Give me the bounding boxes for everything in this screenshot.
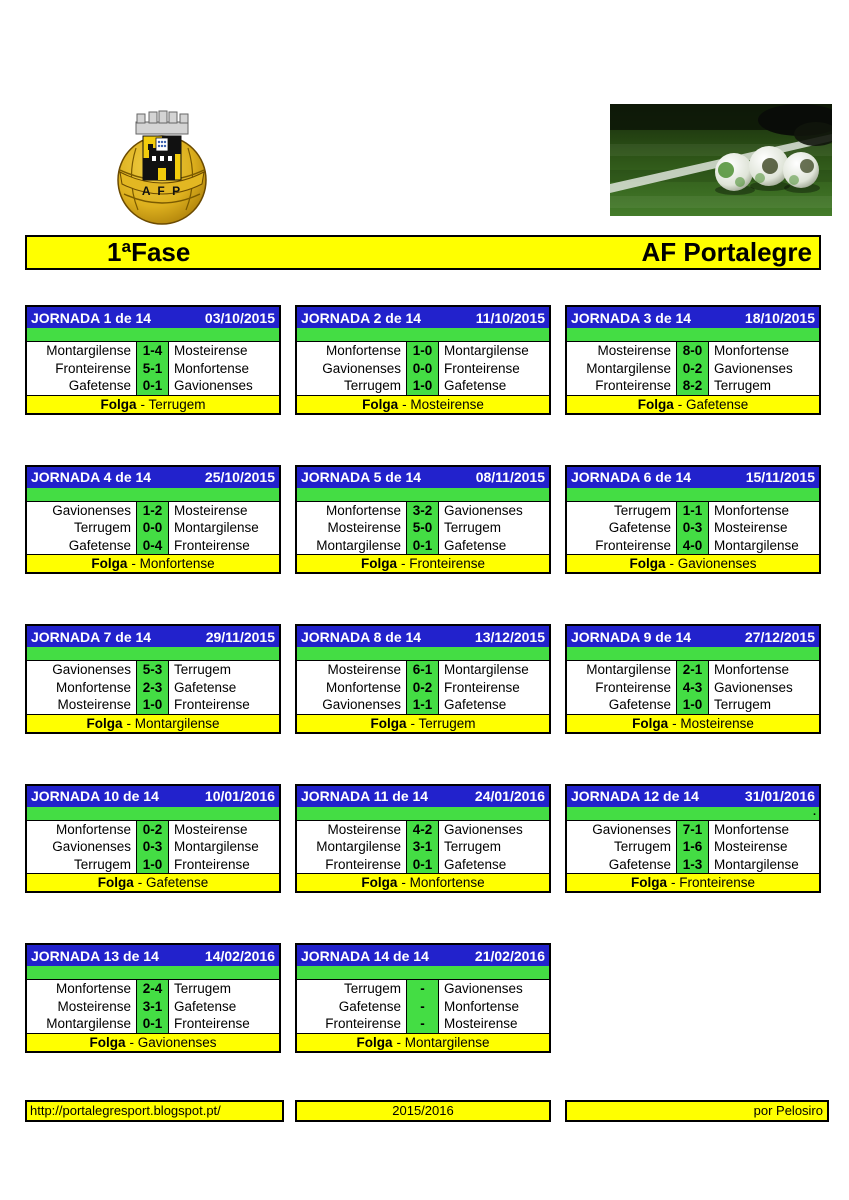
jornada-header <box>27 626 279 647</box>
footballs-shape <box>715 146 820 195</box>
home-team: Montargilense <box>27 342 137 360</box>
away-team: Gavionenses <box>439 980 549 998</box>
home-team: Gafetense <box>27 377 137 395</box>
away-team: Mosteirense <box>709 519 819 537</box>
away-team: Montargilense <box>169 838 279 856</box>
jornada-spacer <box>27 328 279 341</box>
match-score: 0-1 <box>407 537 439 555</box>
folga-team: - Terrugem <box>140 396 206 412</box>
match-score: 0-1 <box>137 377 169 395</box>
jornada-card <box>25 624 281 734</box>
jornada-header <box>297 467 549 488</box>
away-team: Monfortense <box>709 342 819 360</box>
jornada-spacer <box>27 966 279 979</box>
jornada-header <box>27 786 279 807</box>
home-team: Monfortense <box>27 679 137 697</box>
match-score: 4-0 <box>677 537 709 555</box>
castle-crest-shape <box>143 136 181 180</box>
folga-label: Folga <box>632 715 669 731</box>
matches-table <box>27 501 279 556</box>
home-team: Monfortense <box>297 502 407 520</box>
jornada-title: JORNADA 10 de 14 <box>31 788 159 804</box>
folga-team: - Fronteirense <box>400 556 486 571</box>
home-team: Gavionenses <box>27 838 137 856</box>
matches-table <box>27 341 279 396</box>
association-title: AF Portalegre <box>641 237 812 267</box>
matches-table <box>297 979 549 1034</box>
folga-row <box>27 1034 279 1051</box>
home-team: Terrugem <box>27 519 137 537</box>
home-team: Mosteirense <box>567 342 677 360</box>
folga-team: - Montargilense <box>126 715 220 731</box>
folga-team: - Montargilense <box>396 1034 490 1050</box>
jornada-title: JORNADA 13 de 14 <box>31 947 159 964</box>
jornada-spacer <box>567 647 819 660</box>
match-score: 6-1 <box>407 661 439 679</box>
match-score: 1-4 <box>137 342 169 360</box>
home-team: Monfortense <box>297 679 407 697</box>
folga-label: Folga <box>91 556 128 571</box>
away-team: Monfortense <box>709 821 819 839</box>
home-team: Gafetense <box>27 537 137 555</box>
jornada-header <box>297 945 549 966</box>
jornada-title: JORNADA 4 de 14 <box>31 469 152 485</box>
jornada-card <box>25 465 281 575</box>
match-score: 2-1 <box>677 661 709 679</box>
away-team: Terrugem <box>709 696 819 714</box>
away-team: Terrugem <box>439 838 549 856</box>
jornada-title: JORNADA 6 de 14 <box>571 469 692 485</box>
matches-table <box>567 341 819 396</box>
folga-row <box>27 555 279 572</box>
away-team: Fronteirense <box>439 679 549 697</box>
away-team: Gafetense <box>169 679 279 697</box>
home-team: Gavionenses <box>567 821 677 839</box>
folga-team: - Monfortense <box>401 875 485 890</box>
home-team: Fronteirense <box>297 1015 407 1033</box>
afp-logo-icon <box>116 110 208 230</box>
folga-label: Folga <box>100 396 137 412</box>
match-score: 5-0 <box>407 519 439 537</box>
jornada-card <box>295 305 551 415</box>
home-team: Montargilense <box>567 661 677 679</box>
match-score: 3-1 <box>137 998 169 1016</box>
footer-credit: por Pelosiro <box>565 1100 829 1122</box>
jornada-date: 03/10/2015 <box>204 309 275 326</box>
match-score: 1-2 <box>137 502 169 520</box>
jornada-card <box>565 784 821 894</box>
folga-row <box>27 396 279 413</box>
jornada-spacer <box>567 328 819 341</box>
folga-team: - Mosteirense <box>672 715 754 731</box>
home-team: Gafetense <box>567 856 677 874</box>
away-team: Mosteirense <box>709 838 819 856</box>
jornada-date: 25/10/2015 <box>204 469 275 485</box>
jornada-header <box>567 786 819 807</box>
home-team: Mosteirense <box>297 519 407 537</box>
jornada-spacer <box>297 328 549 341</box>
match-score: 3-1 <box>407 838 439 856</box>
home-team: Mosteirense <box>297 661 407 679</box>
jornada-spacer <box>297 966 549 979</box>
matches-table <box>27 979 279 1034</box>
jornada-spacer <box>27 488 279 501</box>
jornada-header <box>27 307 279 328</box>
footer-url[interactable]: http://portalegresport.blogspot.pt/ <box>25 1100 284 1122</box>
matches-table <box>27 660 279 715</box>
home-team: Fronteirense <box>27 360 137 378</box>
matches-table <box>297 820 549 875</box>
match-score: 2-4 <box>137 980 169 998</box>
match-score: 1-0 <box>407 342 439 360</box>
jornada-title: JORNADA 11 de 14 <box>301 788 429 804</box>
away-team: Gavionenses <box>709 360 819 378</box>
match-score: - <box>407 980 439 998</box>
match-score: 0-2 <box>137 821 169 839</box>
away-team: Terrugem <box>709 377 819 395</box>
match-score: 4-2 <box>407 821 439 839</box>
match-score: 0-4 <box>137 537 169 555</box>
away-team: Montargilense <box>439 342 549 360</box>
spacer-note: . <box>812 805 816 818</box>
away-team: Fronteirense <box>169 696 279 714</box>
match-score: 1-1 <box>677 502 709 520</box>
away-team: Mosteirense <box>169 821 279 839</box>
matches-table <box>297 501 549 556</box>
home-team: Mosteirense <box>297 821 407 839</box>
jornada-date: 24/01/2016 <box>474 788 545 804</box>
match-score: 1-0 <box>137 696 169 714</box>
away-team: Monfortense <box>709 661 819 679</box>
matches-table <box>27 820 279 875</box>
home-team: Fronteirense <box>297 856 407 874</box>
phase-title: 1ªFase <box>107 237 191 267</box>
home-team: Gafetense <box>567 519 677 537</box>
jornada-spacer <box>27 647 279 660</box>
home-team: Terrugem <box>27 856 137 874</box>
jornada-header <box>27 945 279 966</box>
folga-label: Folga <box>97 875 134 890</box>
folga-row <box>567 555 819 572</box>
jornada-date: 27/12/2015 <box>744 628 815 645</box>
match-score: 0-1 <box>407 856 439 874</box>
jornada-card <box>565 465 821 575</box>
home-team: Terrugem <box>297 980 407 998</box>
home-team: Gavionenses <box>297 696 407 714</box>
folga-row <box>567 396 819 413</box>
match-score: 8-2 <box>677 377 709 395</box>
jornada-title: JORNADA 9 de 14 <box>571 628 692 645</box>
home-team: Montargilense <box>297 537 407 555</box>
home-team: Gafetense <box>567 696 677 714</box>
jornada-spacer <box>567 488 819 501</box>
home-team: Montargilense <box>567 360 677 378</box>
jornada-title: JORNADA 5 de 14 <box>301 469 422 485</box>
match-score: 0-3 <box>137 838 169 856</box>
home-team: Gavionenses <box>27 502 137 520</box>
folga-label: Folga <box>629 556 666 571</box>
away-team: Montargilense <box>169 519 279 537</box>
away-team: Monfortense <box>709 502 819 520</box>
home-team: Montargilense <box>27 1015 137 1033</box>
folga-team: - Gafetense <box>677 396 749 412</box>
jornada-header <box>297 307 549 328</box>
home-team: Gafetense <box>297 998 407 1016</box>
folga-label: Folga <box>630 875 667 890</box>
jornada-title: JORNADA 2 de 14 <box>301 309 422 326</box>
away-team: Terrugem <box>169 980 279 998</box>
away-team: Mosteirense <box>169 502 279 520</box>
away-team: Fronteirense <box>169 1015 279 1033</box>
away-team: Mosteirense <box>169 342 279 360</box>
match-score: 5-3 <box>137 661 169 679</box>
folga-row <box>27 874 279 891</box>
jornada-date: 13/12/2015 <box>474 628 545 645</box>
match-score: - <box>407 1015 439 1033</box>
match-score: 0-3 <box>677 519 709 537</box>
folga-row <box>27 715 279 732</box>
jornada-date: 15/11/2015 <box>745 469 815 485</box>
jornada-spacer <box>297 647 549 660</box>
logo-letters: A F P <box>141 184 183 198</box>
away-team: Terrugem <box>169 661 279 679</box>
jornada-spacer <box>27 807 279 820</box>
jornada-card <box>565 624 821 734</box>
folga-team: - Gafetense <box>137 875 209 890</box>
folga-row <box>297 555 549 572</box>
jornada-spacer <box>297 807 549 820</box>
jornada-title: JORNADA 8 de 14 <box>301 628 422 645</box>
footballs-photo <box>610 104 832 216</box>
jornada-title: JORNADA 14 de 14 <box>301 947 429 964</box>
jornada-date: 11/10/2015 <box>475 309 545 326</box>
matches-table <box>567 501 819 556</box>
jornada-spacer <box>567 807 819 820</box>
jornada-card <box>565 305 821 415</box>
match-score: 0-2 <box>677 360 709 378</box>
home-team: Fronteirense <box>567 679 677 697</box>
jornada-date: 18/10/2015 <box>744 309 815 326</box>
jornada-card <box>295 943 551 1053</box>
home-team: Montargilense <box>297 838 407 856</box>
home-team: Monfortense <box>27 821 137 839</box>
jornada-date: 14/02/2016 <box>204 947 275 964</box>
away-team: Mosteirense <box>439 1015 549 1033</box>
away-team: Gavionenses <box>439 821 549 839</box>
away-team: Gavionenses <box>709 679 819 697</box>
jornada-card <box>25 305 281 415</box>
home-team: Gavionenses <box>27 661 137 679</box>
away-team: Gafetense <box>439 537 549 555</box>
folga-team: - Terrugem <box>410 715 476 731</box>
jornada-date: 10/01/2016 <box>204 788 275 804</box>
match-score: 2-3 <box>137 679 169 697</box>
folga-team: - Monfortense <box>131 556 215 571</box>
match-score: 1-0 <box>137 856 169 874</box>
away-team: Montargilense <box>439 661 549 679</box>
away-team: Gafetense <box>439 377 549 395</box>
away-team: Monfortense <box>169 360 279 378</box>
matches-table <box>567 820 819 875</box>
home-team: Gavionenses <box>297 360 407 378</box>
match-score: 3-2 <box>407 502 439 520</box>
folga-team: - Gavionenses <box>129 1034 217 1050</box>
folga-row <box>297 874 549 891</box>
match-score: 4-3 <box>677 679 709 697</box>
folga-row <box>567 715 819 732</box>
away-team: Monfortense <box>439 998 549 1016</box>
match-score: 0-0 <box>137 519 169 537</box>
folga-label: Folga <box>637 396 674 412</box>
home-team: Monfortense <box>297 342 407 360</box>
folga-row <box>297 396 549 413</box>
home-team: Terrugem <box>297 377 407 395</box>
away-team: Gafetense <box>169 998 279 1016</box>
jornada-date: 31/01/2016 <box>744 788 815 804</box>
folga-label: Folga <box>86 715 123 731</box>
jornada-card <box>25 943 281 1053</box>
match-score: 0-0 <box>407 360 439 378</box>
jornada-header <box>297 786 549 807</box>
folga-label: Folga <box>362 396 399 412</box>
away-team: Gavionenses <box>439 502 549 520</box>
away-team: Fronteirense <box>439 360 549 378</box>
jornada-title: JORNADA 1 de 14 <box>31 309 152 326</box>
match-score: 0-2 <box>407 679 439 697</box>
home-team: Fronteirense <box>567 537 677 555</box>
match-score: 5-1 <box>137 360 169 378</box>
jornada-title: JORNADA 12 de 14 <box>571 788 699 804</box>
jornada-date: 29/11/2015 <box>205 628 275 645</box>
match-score: 7-1 <box>677 821 709 839</box>
folga-label: Folga <box>360 556 397 571</box>
match-score: 1-1 <box>407 696 439 714</box>
home-team: Mosteirense <box>27 696 137 714</box>
folga-label: Folga <box>361 875 398 890</box>
match-score: 1-3 <box>677 856 709 874</box>
jornada-card <box>295 624 551 734</box>
away-team: Fronteirense <box>169 537 279 555</box>
match-score: - <box>407 998 439 1016</box>
jornada-card <box>295 465 551 575</box>
away-team: Montargilense <box>709 537 819 555</box>
matches-table <box>567 660 819 715</box>
match-score: 1-0 <box>407 377 439 395</box>
home-team: Terrugem <box>567 838 677 856</box>
home-team: Fronteirense <box>567 377 677 395</box>
jornada-spacer <box>297 488 549 501</box>
folga-team: - Gavionenses <box>669 556 757 571</box>
matches-table <box>297 341 549 396</box>
away-team: Gafetense <box>439 696 549 714</box>
jornada-date: 21/02/2016 <box>474 947 545 964</box>
jornadas-grid <box>25 305 821 1053</box>
home-team: Mosteirense <box>27 998 137 1016</box>
jornada-card <box>295 784 551 894</box>
folga-label: Folga <box>89 1034 126 1050</box>
folga-label: Folga <box>356 1034 393 1050</box>
folga-label: Folga <box>370 715 407 731</box>
jornada-card <box>25 784 281 894</box>
folga-row <box>567 874 819 891</box>
jornada-date: 08/11/2015 <box>475 469 545 485</box>
title-banner <box>25 235 821 270</box>
away-team: Fronteirense <box>169 856 279 874</box>
jornada-header <box>297 626 549 647</box>
jornada-title: JORNADA 7 de 14 <box>31 628 152 645</box>
jornada-header <box>567 307 819 328</box>
footer-season: 2015/2016 <box>295 1100 551 1122</box>
match-score: 1-0 <box>677 696 709 714</box>
home-team: Terrugem <box>567 502 677 520</box>
away-team: Gavionenses <box>169 377 279 395</box>
crown-shape <box>136 111 188 134</box>
away-team: Gafetense <box>439 856 549 874</box>
match-score: 0-1 <box>137 1015 169 1033</box>
jornada-header <box>567 467 819 488</box>
folga-team: - Mosteirense <box>402 396 484 412</box>
home-team: Monfortense <box>27 980 137 998</box>
folga-row <box>297 1034 549 1051</box>
match-score: 8-0 <box>677 342 709 360</box>
matches-table <box>297 660 549 715</box>
jornada-header <box>567 626 819 647</box>
folga-team: - Fronteirense <box>670 875 756 890</box>
jornada-header <box>27 467 279 488</box>
match-score: 1-6 <box>677 838 709 856</box>
away-team: Terrugem <box>439 519 549 537</box>
folga-row <box>297 715 549 732</box>
away-team: Montargilense <box>709 856 819 874</box>
jornada-title: JORNADA 3 de 14 <box>571 309 692 326</box>
